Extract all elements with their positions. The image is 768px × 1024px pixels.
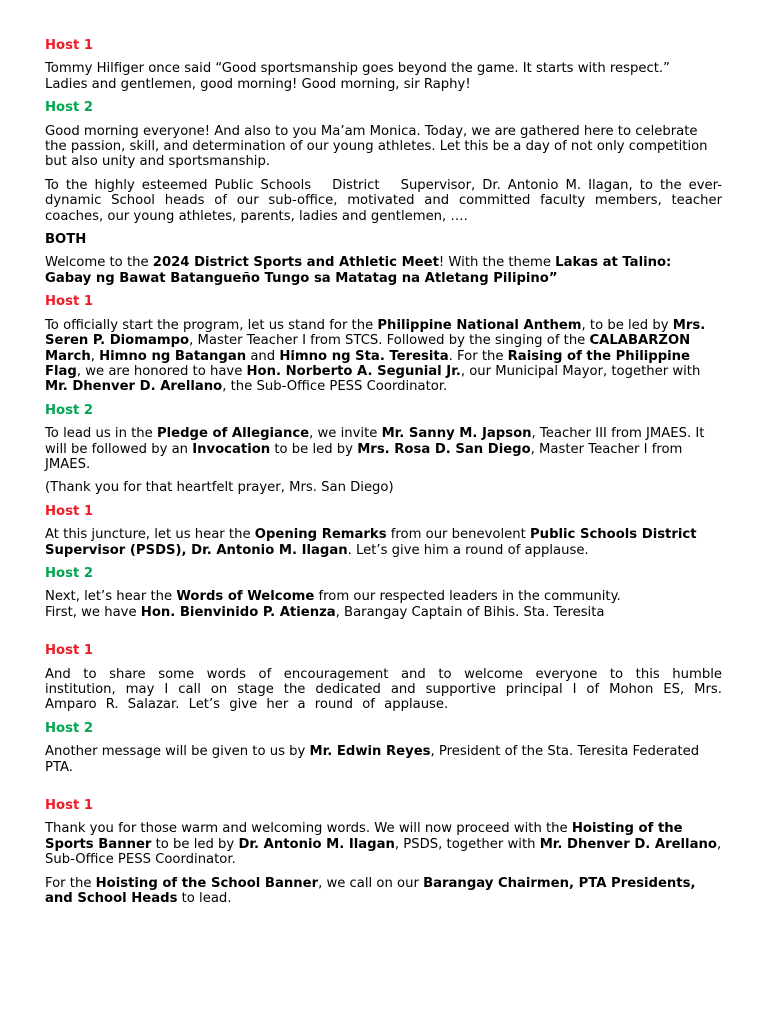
paragraph-acknowledgement: To the highly esteemed Public Schools District Supervisor, Dr. Antonio M. Ilagan, to the ever-dynamic School heads of our sub-office, motivated and committed faculty members, teacher coaches, our young athletes, parents, ladies and gentlemen, ….: [45, 177, 727, 224]
paragraph-opening-remarks: At this juncture, let us hear the Opening Remarks from our benevolent Public Schools District Supervisor (PSDS), Dr. Antonio M. Ilagan. Let’s give him a round of applause.: [45, 527, 697, 558]
speaker-host-2: Host 2: [45, 402, 94, 418]
spacer: [45, 783, 722, 798]
speaker-host-2: Host 2: [45, 100, 94, 116]
speaker-host-2: Host 2: [45, 565, 94, 581]
speaker-host-1: Host 1: [45, 798, 94, 814]
paragraph-words-of-welcome: Next, let’s hear the Words of Welcome from our respected leaders in the community. First, we have Hon. Bienvinido P. Atienza, Barangay Captain of Bihis. Sta. Teresita: [45, 589, 621, 620]
paragraph-national-anthem: To officially start the program, let us stand for the Philippine National Anthem, to be led by Mrs. Seren P. Diomampo, Master Teacher I from STCS. Followed by the singing of the CALABARZON March, Himno ng Batangan and Himno ng Sta. Teresita. For the Raising of the Philippine Flag, we are honored to have Hon. Norberto A. Segunial Jr., our Municipal Mayor, together with Mr. Dhenver D. Arellano, the Sub-Office PESS Coordinator.: [45, 317, 706, 395]
paragraph-school-banner: For the Hoisting of the School Banner, we call on our Barangay Chairmen, PTA Presidents, and School Heads to lead.: [45, 875, 696, 907]
paragraph-thank-you-prayer: (Thank you for that heartfelt prayer, Mrs. San Diego): [45, 480, 394, 496]
paragraph-opening-quote: Tommy Hilfiger once said “Good sportsmanship goes beyond the game. It starts with respect.” Ladies and gentlemen, good morning! Good morning, sir Raphy!: [45, 61, 670, 92]
paragraph-sports-banner: Thank you for those warm and welcoming words. We will now proceed with the Hoisting of the Sports Banner to be led by Dr. Antonio M. Ilagan, PSDS, together with Mr. Dhenver D. Arellano, Sub-Office PESS Coordinator.: [45, 821, 722, 868]
speaker-host-1: Host 1: [45, 503, 94, 519]
speaker-host-1: Host 1: [45, 643, 94, 659]
paragraph-greeting: Good morning everyone! And also to you Ma’am Monica. Today, we are gathered here to celebrate the passion, skill, and determination of our young athletes. Let this be a day of not only competition but also unity and sportsmanship.: [45, 123, 708, 170]
paragraph-welcome-theme: Welcome to the 2024 District Sports and Athletic Meet! With the theme Lakas at Talino: Gabay ng Bawat Batangueño Tungo sa Matatag na Atletang Pilipino”: [45, 255, 672, 286]
speaker-host-2: Host 2: [45, 720, 94, 736]
paragraph-encouragement: And to share some words of encouragement and to welcome everyone to this humble institution, may I call on stage the dedicated and supportive principal I of Mohon ES, Mrs. Amparo R. Salazar. Let’s give her a round of applause.: [45, 666, 722, 713]
spacer: [45, 628, 722, 643]
speaker-both: BOTH: [45, 232, 87, 248]
speaker-host-1: Host 1: [45, 38, 94, 53]
paragraph-pledge-invocation: To lead us in the Pledge of Allegiance, we invite Mr. Sanny M. Japson, Teacher III from JMAES. It will be followed by an Invocation to be led by Mrs. Rosa D. San Diego, Master Teacher I from JMAES.: [45, 426, 705, 472]
speaker-host-1: Host 1: [45, 294, 94, 310]
document-page: [45, 38, 727, 914]
paragraph-pta-message: Another message will be given to us by Mr. Edwin Reyes, President of the Sta. Teresita Federated PTA.: [45, 744, 700, 775]
